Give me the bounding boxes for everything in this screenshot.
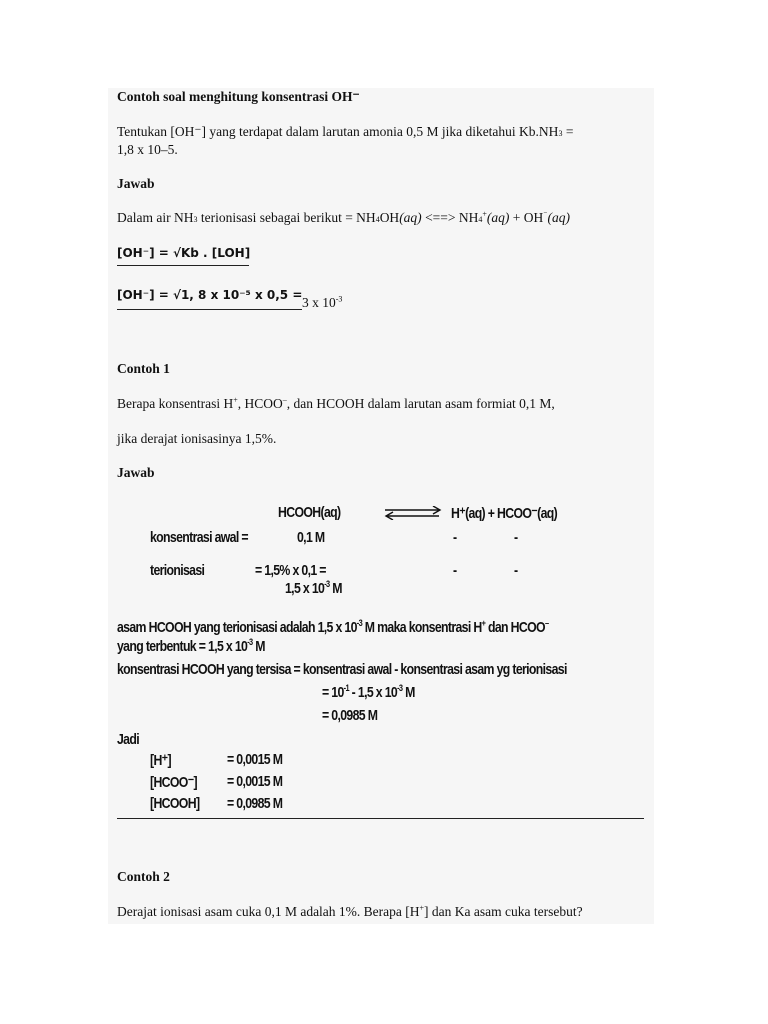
explanation-line-2: yang terbentuk = 1,5 x $10^{-3}$ M: [117, 637, 265, 655]
equilibrium-arrow-icon: [383, 506, 443, 520]
example-1-heading: Contoh 1: [117, 361, 170, 376]
question-1-line-2: 1,8 x 10–5.: [117, 142, 178, 157]
hcoo-concentration-value: = 0,0015 M: [227, 773, 283, 790]
example-1-question: Berapa konsentrasi H+, HCOO–, dan HCOOH dalam larutan asam formiat 0,1 M,: [117, 395, 555, 411]
hcooh-concentration-label: [HCOOH]: [150, 795, 200, 812]
example-2-heading: Contoh 2: [117, 869, 170, 884]
formula-underline: [117, 265, 249, 266]
answer-heading: Jawab: [117, 176, 155, 191]
initial-concentration-value: 0,1 M: [297, 529, 325, 546]
ionized-calc: = 1,5% x 0,1 =: [255, 562, 326, 579]
ionized-hcoo-dash: -: [514, 562, 518, 579]
remaining-calc: = $10^{-1} - 1,5$ x $10^{-3}$ M: [322, 683, 415, 701]
example-1-question-cont: jika derajat ionisasinya 1,5%.: [117, 431, 277, 446]
reaction-products: H⁺(aq) + HCOO⁻(aq): [451, 505, 558, 522]
example-2-question: Derajat ionisasi asam cuka 0,1 M adalah 1%. Berapa [H+] dan Ka asam cuka tersebut?: [117, 903, 583, 919]
hcoo-concentration-label: [HCOO⁻]: [150, 774, 197, 791]
question-1-line-1: Tentukan [OH⁻] yang terdapat dalam larutan amonia 0,5 M jika diketahui Kb.NH3 =: [117, 124, 574, 139]
ionized-label: terionisasi: [150, 562, 205, 579]
page-title: Contoh soal menghitung konsentrasi OH⁻: [117, 89, 360, 104]
formula-result: 3 x $10^{-3}$: [302, 294, 343, 310]
section-divider: [117, 818, 644, 819]
initial-concentration-label: konsentrasi awal =: [150, 529, 248, 546]
h-concentration-value: = 0,0015 M: [227, 751, 283, 768]
explanation-line-1: asam HCOOH yang terionisasi adalah 1,5 x $10^{-3}$ M maka konsentrasi H+ dan HCOO–: [117, 618, 549, 636]
h-concentration-label: [H⁺]: [150, 752, 171, 769]
conclusion-heading: Jadi: [117, 731, 139, 748]
formula-underline: [117, 309, 302, 310]
answer-heading: Jawab: [117, 465, 155, 480]
remaining-concentration-line: konsentrasi HCOOH yang tersisa = konsentrasi awal - konsentrasi asam yg terionisasi: [117, 661, 567, 678]
initial-hcoo-dash: -: [514, 529, 518, 546]
remaining-result: = 0,0985 M: [322, 707, 378, 724]
formula-oh-value: [OH⁻] = √1, 8 x 10⁻⁵ x 0,5 =: [117, 288, 303, 302]
formula-oh-kb: [OH⁻] = √Kb . [LOH]: [117, 246, 251, 260]
hcooh-concentration-value: = 0,0985 M: [227, 795, 283, 812]
initial-h-dash: -: [453, 529, 457, 546]
reaction-reactant: HCOOH(aq): [278, 504, 341, 521]
ionized-value: 1,5 x $10^{-3}$ M: [285, 579, 342, 597]
ionization-equation: Dalam air NH3 terionisasi sebagai berikut = NH4OH(aq) <==> NH4+(aq) + OH⁻(aq): [117, 209, 571, 225]
ionized-h-dash: -: [453, 562, 457, 579]
